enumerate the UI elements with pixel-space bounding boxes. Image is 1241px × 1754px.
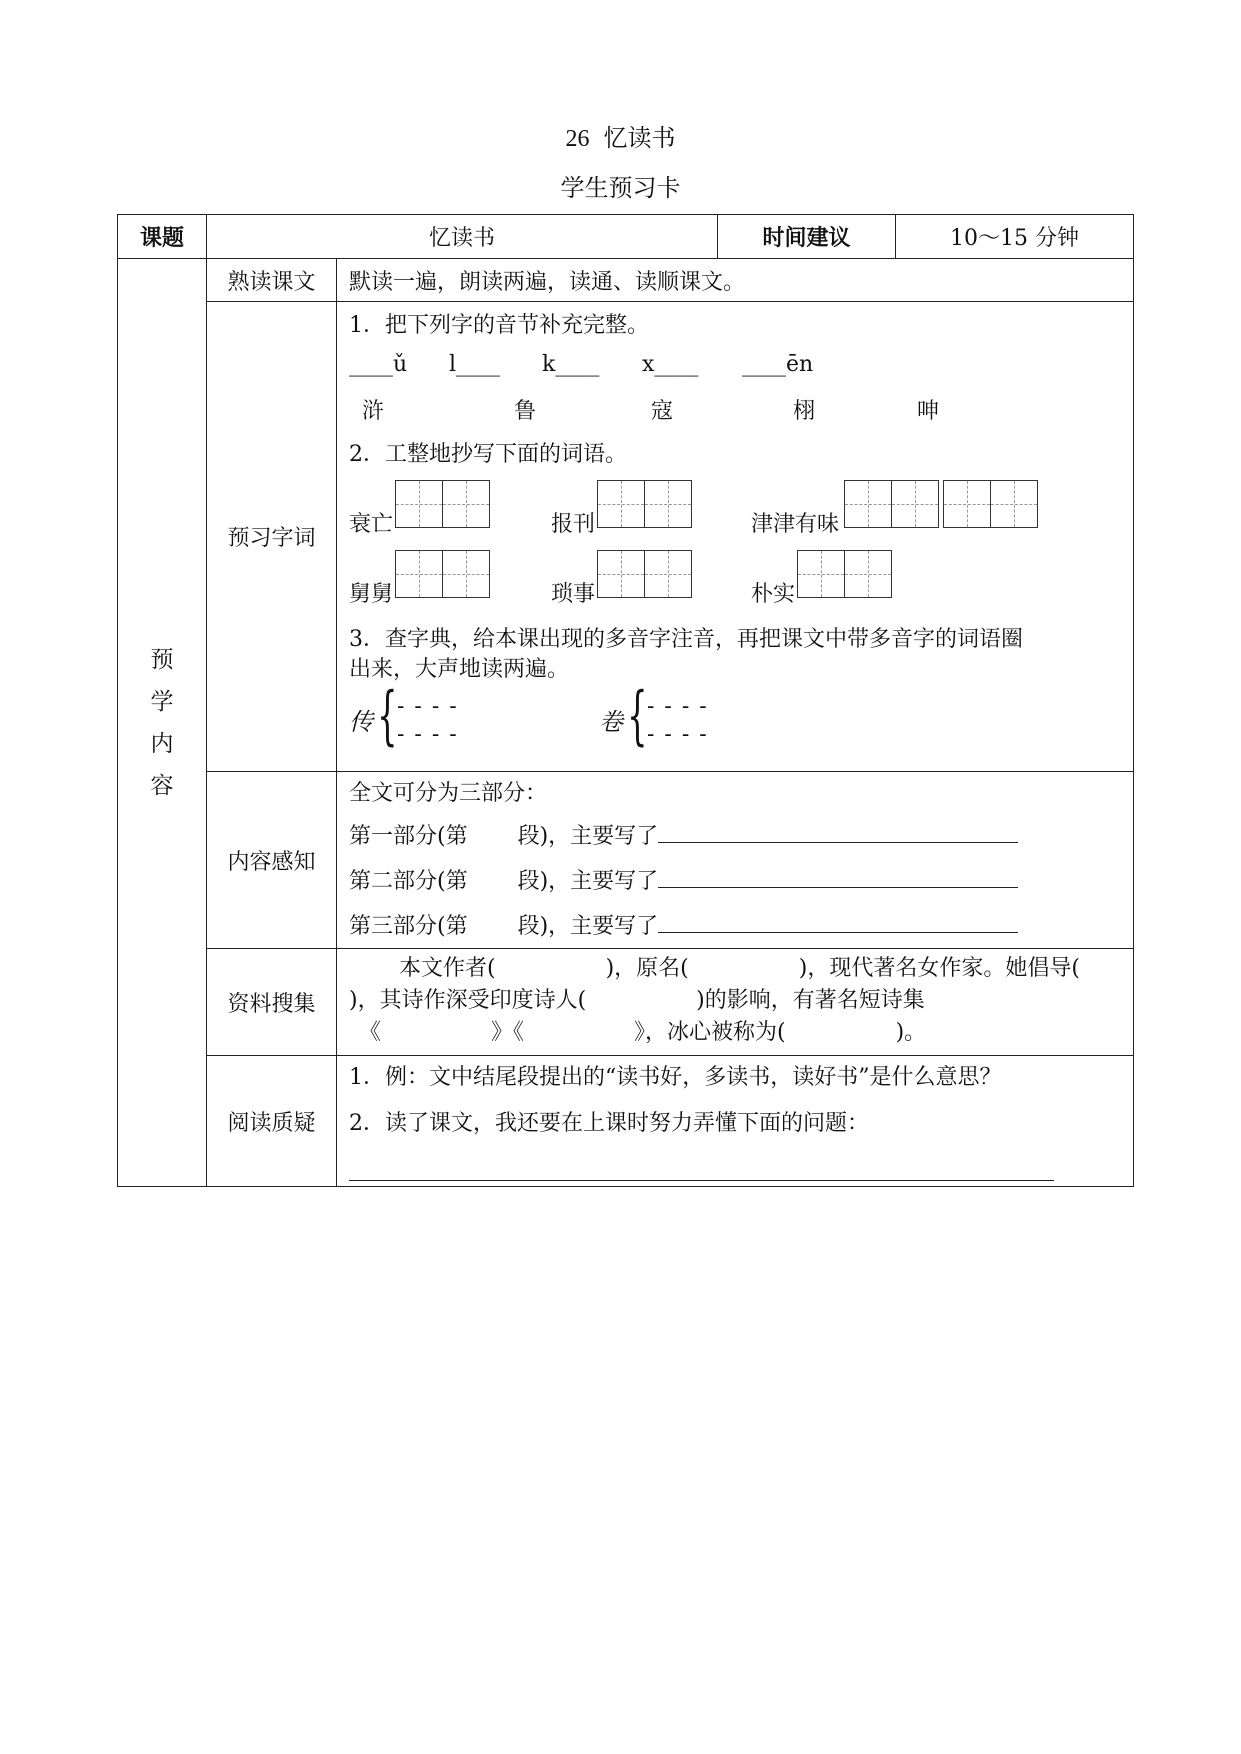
brace-icon: { xyxy=(377,679,398,753)
copy-grid-4[interactable] xyxy=(395,550,490,598)
pinyin-blank-5[interactable]: ____ēn xyxy=(742,352,814,377)
content-part-2: 第二部分(第 段)，主要写了 xyxy=(349,864,1018,895)
materials-label: 资料搜集 xyxy=(207,949,337,1056)
preview-row xyxy=(118,302,1134,772)
lesson-title xyxy=(0,118,1241,153)
materials-cell xyxy=(337,949,1134,1056)
materials-line-3: 《 》《 》，冰心被称为( )。 xyxy=(359,1020,927,1045)
char-2: 鲁 xyxy=(514,399,537,424)
side-label: 预 学 内 容 xyxy=(118,259,207,1187)
content-row xyxy=(118,772,1134,949)
card-subtitle: 学生预习卡 xyxy=(560,174,681,202)
preview-card-table xyxy=(117,214,1134,1187)
questions-cell xyxy=(337,1056,1134,1187)
q2-text: 2．工整地抄写下面的词语。 xyxy=(349,442,627,467)
time-value: 10～15 分钟 xyxy=(896,215,1134,259)
preview-cell xyxy=(337,302,1134,772)
topic-label: 课题 xyxy=(118,215,207,259)
questions-row xyxy=(118,1056,1134,1187)
content-intro: 全文可分为三部分： xyxy=(349,781,548,806)
q3-text-line2: 出来，大声地读两遍。 xyxy=(349,657,570,682)
questions-q2: 2．读了课文，我还要在上课时努力弄懂下面的问题： xyxy=(349,1111,869,1136)
answer-line-2[interactable] xyxy=(658,867,1018,888)
brace-icon: { xyxy=(627,679,648,753)
read-row xyxy=(118,259,1134,302)
poly-blank-1a[interactable]: ---- xyxy=(397,694,467,719)
read-label: 熟读课文 xyxy=(207,259,337,302)
q1-text: 1．把下列字的音节补充完整。 xyxy=(349,313,649,338)
content-cell xyxy=(337,772,1134,949)
materials-line-2: )，其诗作深受印度诗人( )的影响，有著名短诗集 xyxy=(349,988,925,1013)
word-2: 报刊 xyxy=(551,512,596,537)
q3-text-line1: 3．查字典，给本课出现的多音字注音，再把课文中带多音字的词语圈 xyxy=(349,627,1023,652)
read-text: 默读一遍，朗读两遍，读通、读顺课文。 xyxy=(349,270,746,295)
pinyin-blank-2[interactable]: l____ xyxy=(449,352,501,377)
lesson-name: 忆读书 xyxy=(603,124,676,152)
pinyin-blank-4[interactable]: x____ xyxy=(642,352,699,377)
copy-grid-3a[interactable] xyxy=(844,480,939,528)
content-part-3: 第三部分(第 段)，主要写了 xyxy=(349,909,1018,940)
copy-grid-5[interactable] xyxy=(597,550,692,598)
materials-line-1: 本文作者( )，原名( )，现代著名女作家。她倡导( xyxy=(399,956,1080,981)
pinyin-blank-3[interactable]: k____ xyxy=(542,352,600,377)
lesson-number: 26 xyxy=(565,126,590,152)
char-3: 寇 xyxy=(651,399,674,424)
copy-grid-6[interactable] xyxy=(797,550,892,598)
pinyin-blank-1[interactable]: ____ǔ xyxy=(349,352,408,377)
time-label: 时间建议 xyxy=(718,215,896,259)
poly-char-1: 传 xyxy=(349,708,373,736)
copy-grid-1[interactable] xyxy=(395,480,490,528)
preview-label: 预习字词 xyxy=(207,302,337,772)
header-row xyxy=(118,215,1134,259)
poly-blank-2a[interactable]: ---- xyxy=(647,694,717,719)
poly-blank-2b[interactable]: ---- xyxy=(647,722,717,747)
questions-label: 阅读质疑 xyxy=(207,1056,337,1187)
answer-line-1[interactable] xyxy=(658,822,1018,843)
copy-grid-3b[interactable] xyxy=(943,480,1038,528)
read-text-cell xyxy=(337,259,1134,302)
char-1: 浒 xyxy=(362,399,385,424)
poly-blank-1b[interactable]: ---- xyxy=(397,722,467,747)
content-label: 内容感知 xyxy=(207,772,337,949)
word-6: 朴实 xyxy=(751,582,796,607)
question-answer-line[interactable] xyxy=(349,1160,1054,1187)
content-part-1: 第一部分(第 段)，主要写了 xyxy=(349,819,1018,850)
word-4: 舅舅 xyxy=(349,582,394,607)
questions-q1: 1．例：文中结尾段提出的“读书好，多读书，读好书”是什么意思？ xyxy=(349,1065,1002,1090)
word-3: 津津有味 xyxy=(751,512,840,537)
copy-grid-2[interactable] xyxy=(597,480,692,528)
char-5: 呻 xyxy=(917,399,940,424)
poly-char-2: 卷 xyxy=(599,708,623,736)
word-5: 琐事 xyxy=(551,582,596,607)
topic-value: 忆读书 xyxy=(207,215,718,259)
char-4: 栩 xyxy=(793,399,816,424)
answer-line-3[interactable] xyxy=(658,912,1018,933)
word-1: 衰亡 xyxy=(349,512,394,537)
materials-row xyxy=(118,949,1134,1056)
